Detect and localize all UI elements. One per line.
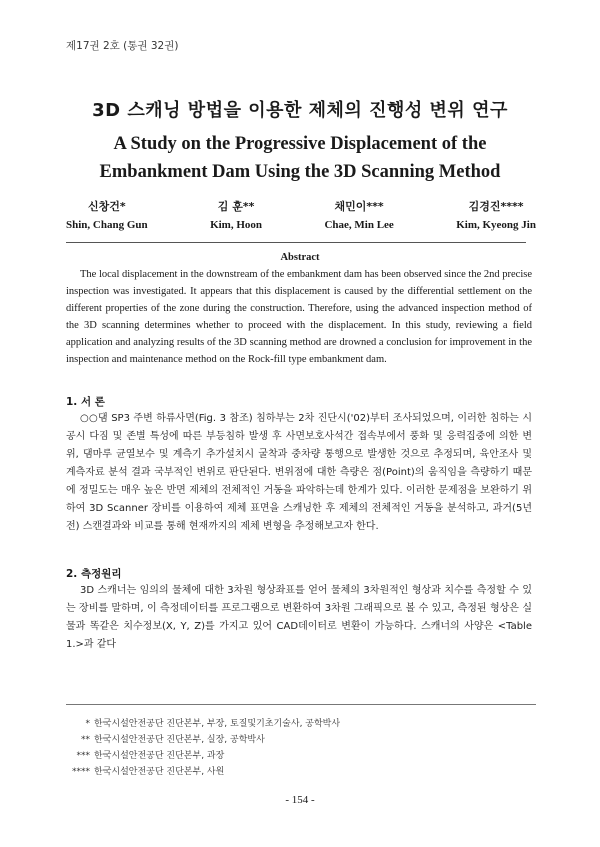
author: [66, 198, 148, 231]
footnote-text: 한국시설안전공단 진단본부, 사원: [94, 767, 225, 777]
footnote: [66, 748, 340, 764]
footnote-mark: ****: [72, 767, 90, 777]
footnote: [66, 732, 340, 748]
footnote-divider: [66, 704, 536, 705]
footnote-mark: *: [85, 719, 90, 729]
abstract-body: The local displacement in the downstream of the embankment dam has been observed since the 2nd precise inspection was investigated. It appears that this displacement is caused by the differential settlement on the different properties of the zone during the construction. Therefore, using the advanced inspection method of the 3D scanning determines whether to proceed with the displacement. In this study, reviewing a field application and analyzing results of the 3D scanning method are drowned a conclusion for improvement in the inspection and maintenance method on the Rock-fill type embankment dam.: [66, 269, 532, 365]
footnote-mark: **: [81, 735, 90, 745]
footnote: [66, 716, 340, 732]
author-list: [66, 198, 536, 231]
author-name-english: Shin, Chang Gun: [66, 219, 148, 231]
footnote-text: 한국시설안전공단 진단본부, 과장: [94, 751, 225, 761]
author-name-korean: 채민이***: [334, 200, 384, 213]
title-english-line2: Embankment Dam Using the 3D Scanning Method: [99, 162, 501, 182]
author-name-korean: 김경진****: [468, 200, 524, 213]
author: [456, 198, 536, 231]
title-korean: 3D 스캐닝 방법을 이용한 제체의 진행성 변위 연구: [92, 100, 508, 121]
section-body-introduction: ○○댐 SP3 주변 하류사면(Fig. 3 참조) 침하부는 2차 진단시('02)부터 조사되었으며, 이러한 침하는 시공시 다짐 및 존별 특성에 따른 부등침하 발생 후 사면보호사석간 접속부에서 풍화 및 응력집중에 의한 변위, 댐마루 균열보수 및 계측기 추가설치시 굴착과 중차량 통행으로 발생한 것으로 추정되며, 육안조사 및 계측자료 분석 결과 국부적인 변위로 판단된다. 변위점에 대한 측량은 점(Point)의 움직임을 측량하기 때문에 정밀도는 매우 높은 반면 제체의 전체적인 거동을 파악하는데 한계가 있다. 이러한 문제점을 보완하기 위하여 3D Scanner 장비를 이용하여 제체 표면을 스캐닝한 후 제체의 전체적인 거동을 분석하고, 과거(5년전) 스캔결과와 비교를 통해 현재까지의 제체 변형을 추정해보고자 한다.: [66, 413, 532, 532]
author-name-korean: 신창건*: [88, 200, 126, 213]
footnotes: [66, 716, 340, 780]
footnote-text: 한국시설안전공단 진단본부, 부장, 토질및기초기술사, 공학박사: [94, 719, 341, 729]
title-english: [0, 130, 600, 186]
author-name-english: Chae, Min Lee: [324, 219, 394, 231]
title-english-line1: A Study on the Progressive Displacement of the: [113, 134, 487, 154]
abstract-heading: Abstract: [280, 252, 320, 263]
section-body-principle: 3D 스캐너는 임의의 물체에 대한 3차원 형상좌표를 얻어 물체의 3차원적인 형상과 치수를 측정할 수 있는 장비를 말하며, 이 측정데이터를 프로그램으로 변환하여 3차원 그래픽으로 볼 수 있고, 측정된 형상은 실물과 똑같은 치수정보(X, Y, Z)를 가지고 있어 CAD데이터로 변환이 가능하다. 스캐너의 사양은 <Table 1.>과 같다: [66, 585, 532, 650]
footnote: [66, 764, 340, 780]
author: [210, 198, 262, 231]
footnote-mark: ***: [76, 751, 90, 761]
author: [324, 198, 393, 231]
section-heading-introduction: 1. 서 론: [66, 396, 105, 408]
section-heading-principle: 2. 측정원리: [66, 568, 122, 580]
author-name-korean: 김 훈**: [217, 200, 255, 213]
divider: [66, 242, 526, 243]
journal-volume: 제17권 2호 (통권 32권): [66, 40, 179, 52]
author-name-english: Kim, Kyeong Jin: [456, 219, 536, 231]
page-number: - 154 -: [285, 794, 315, 806]
author-name-english: Kim, Hoon: [210, 219, 263, 231]
footnote-text: 한국시설안전공단 진단본부, 실장, 공학박사: [94, 735, 265, 745]
